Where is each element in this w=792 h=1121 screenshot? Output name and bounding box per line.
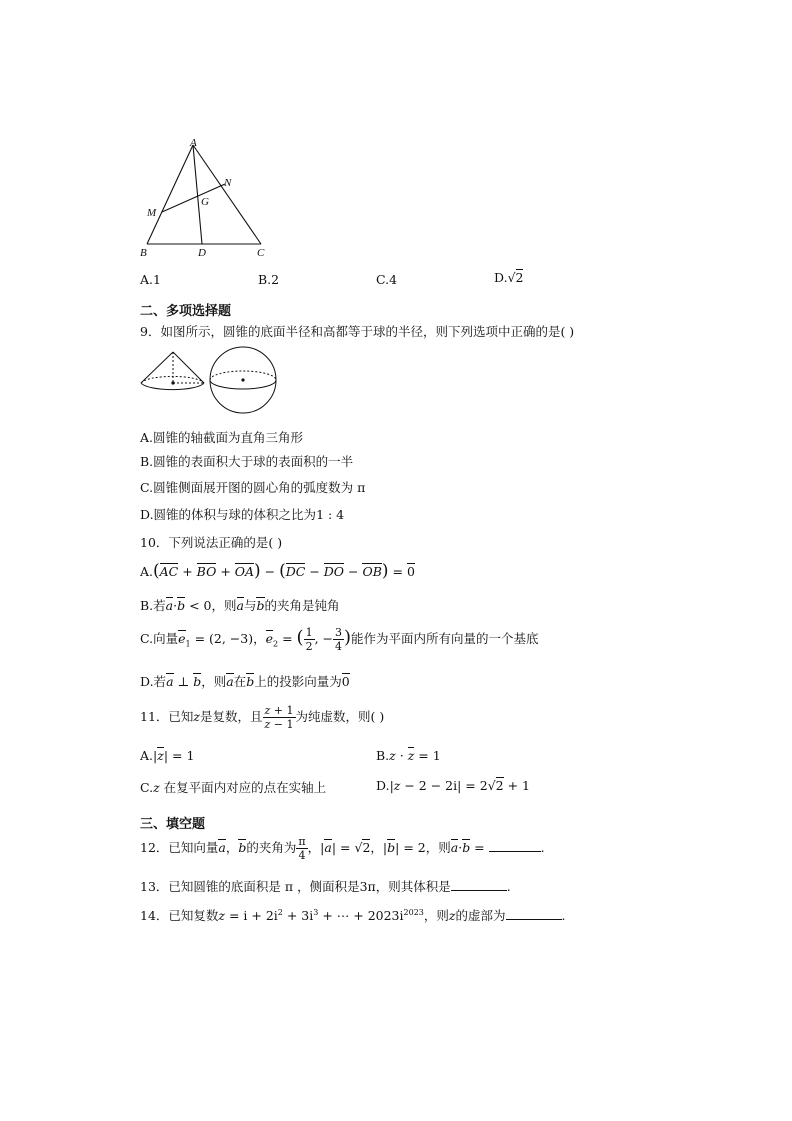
q10-option-a[interactable]: A.(AC + BO + OA) − (DC − DO − OB) = 0	[140, 561, 415, 581]
q9-option-d[interactable]: D.圆锥的体积与球的体积之比为1 : 4	[140, 507, 345, 522]
q12-answer-blank[interactable]	[489, 841, 541, 852]
q14-answer-blank[interactable]	[506, 909, 562, 920]
cone-left-edge	[141, 352, 173, 383]
section-title-multiple-choice: 二、多项选择题	[140, 304, 232, 319]
q9-option-b[interactable]: B.圆锥的表面积大于球的表面积的一半	[140, 454, 354, 469]
label-g: G	[201, 196, 209, 208]
cone-center-dot	[171, 381, 174, 384]
q9-stem: 9．如图所示，圆锥的底面半径和高都等于球的半径，则下列选项中正确的是( )	[140, 324, 575, 339]
q13-answer-blank[interactable]	[451, 880, 507, 891]
q8-option-c[interactable]: C.4	[376, 272, 398, 287]
q10-stem: 10．下列说法正确的是( )	[140, 535, 283, 550]
segment-mn	[162, 184, 225, 212]
q8-option-d[interactable]: D.√2	[494, 270, 524, 285]
q11-option-b[interactable]: B.z · z = 1	[376, 748, 441, 763]
q13: 13．已知圆锥的底面积是 π ，侧面积是3π，则其体积是 .	[140, 879, 511, 894]
q11-option-c[interactable]: C.z 在复平面内对应的点在实轴上	[140, 780, 327, 795]
q8-option-a[interactable]: A.1	[140, 272, 161, 287]
label-d: D	[198, 247, 206, 259]
q9-option-c[interactable]: C.圆锥侧面展开图的圆心角的弧度数为 π	[140, 480, 366, 495]
sphere-center-dot	[241, 378, 244, 381]
q11-option-a[interactable]: A.|z| = 1	[140, 748, 195, 763]
q10-option-c[interactable]: C.向量$e_1 = (2$, −3)，$e_2$ = ( $\frac{1}{2}$ , − $\frac{3}{4}$ )能作为平面内所有向量的一个基底	[140, 626, 539, 653]
label-a: A	[190, 137, 197, 149]
q12: 12．已知向量a，b的夹角为 $\frac{\pi}{4}$ ，|a| = √2，|b| = 2，则a·b = .	[140, 835, 545, 862]
triangle-figure	[135, 135, 275, 261]
segment-ac	[193, 145, 261, 244]
label-b: B	[140, 247, 147, 259]
q11-option-d[interactable]: D.|z − 2 − 2i| = 2√2 + 1	[376, 778, 530, 793]
section-title-fill-blank: 三、填空题	[140, 817, 206, 832]
sqrt-symbol: √	[507, 270, 516, 285]
q10-option-b[interactable]: B.若a·b < 0，则a与b的夹角是钝角	[140, 598, 340, 613]
q9-option-a[interactable]: A.圆锥的轴截面为直角三角形	[140, 430, 304, 445]
q8-option-b[interactable]: B.2	[258, 272, 280, 287]
segment-ab	[147, 145, 193, 244]
label-c: C	[257, 247, 265, 259]
label-m: M	[147, 207, 157, 219]
q10-option-d[interactable]: D.若a ⊥ b，则a在b上的投影向量为0	[140, 674, 350, 689]
label-n: N	[224, 177, 232, 189]
cone-right-edge	[173, 352, 204, 383]
q14: 14．已知复数$z = i + 2i^2 + 3i^3$ + ⋯ + $2023i^{2023}$，则z的虚部为 .	[140, 907, 566, 923]
cone-sphere-figure	[135, 344, 285, 416]
q11-stem: 11．已知z是复数，且 $\frac{z + 1}{z - 1}$ 为纯虚数，则( )	[140, 704, 385, 731]
